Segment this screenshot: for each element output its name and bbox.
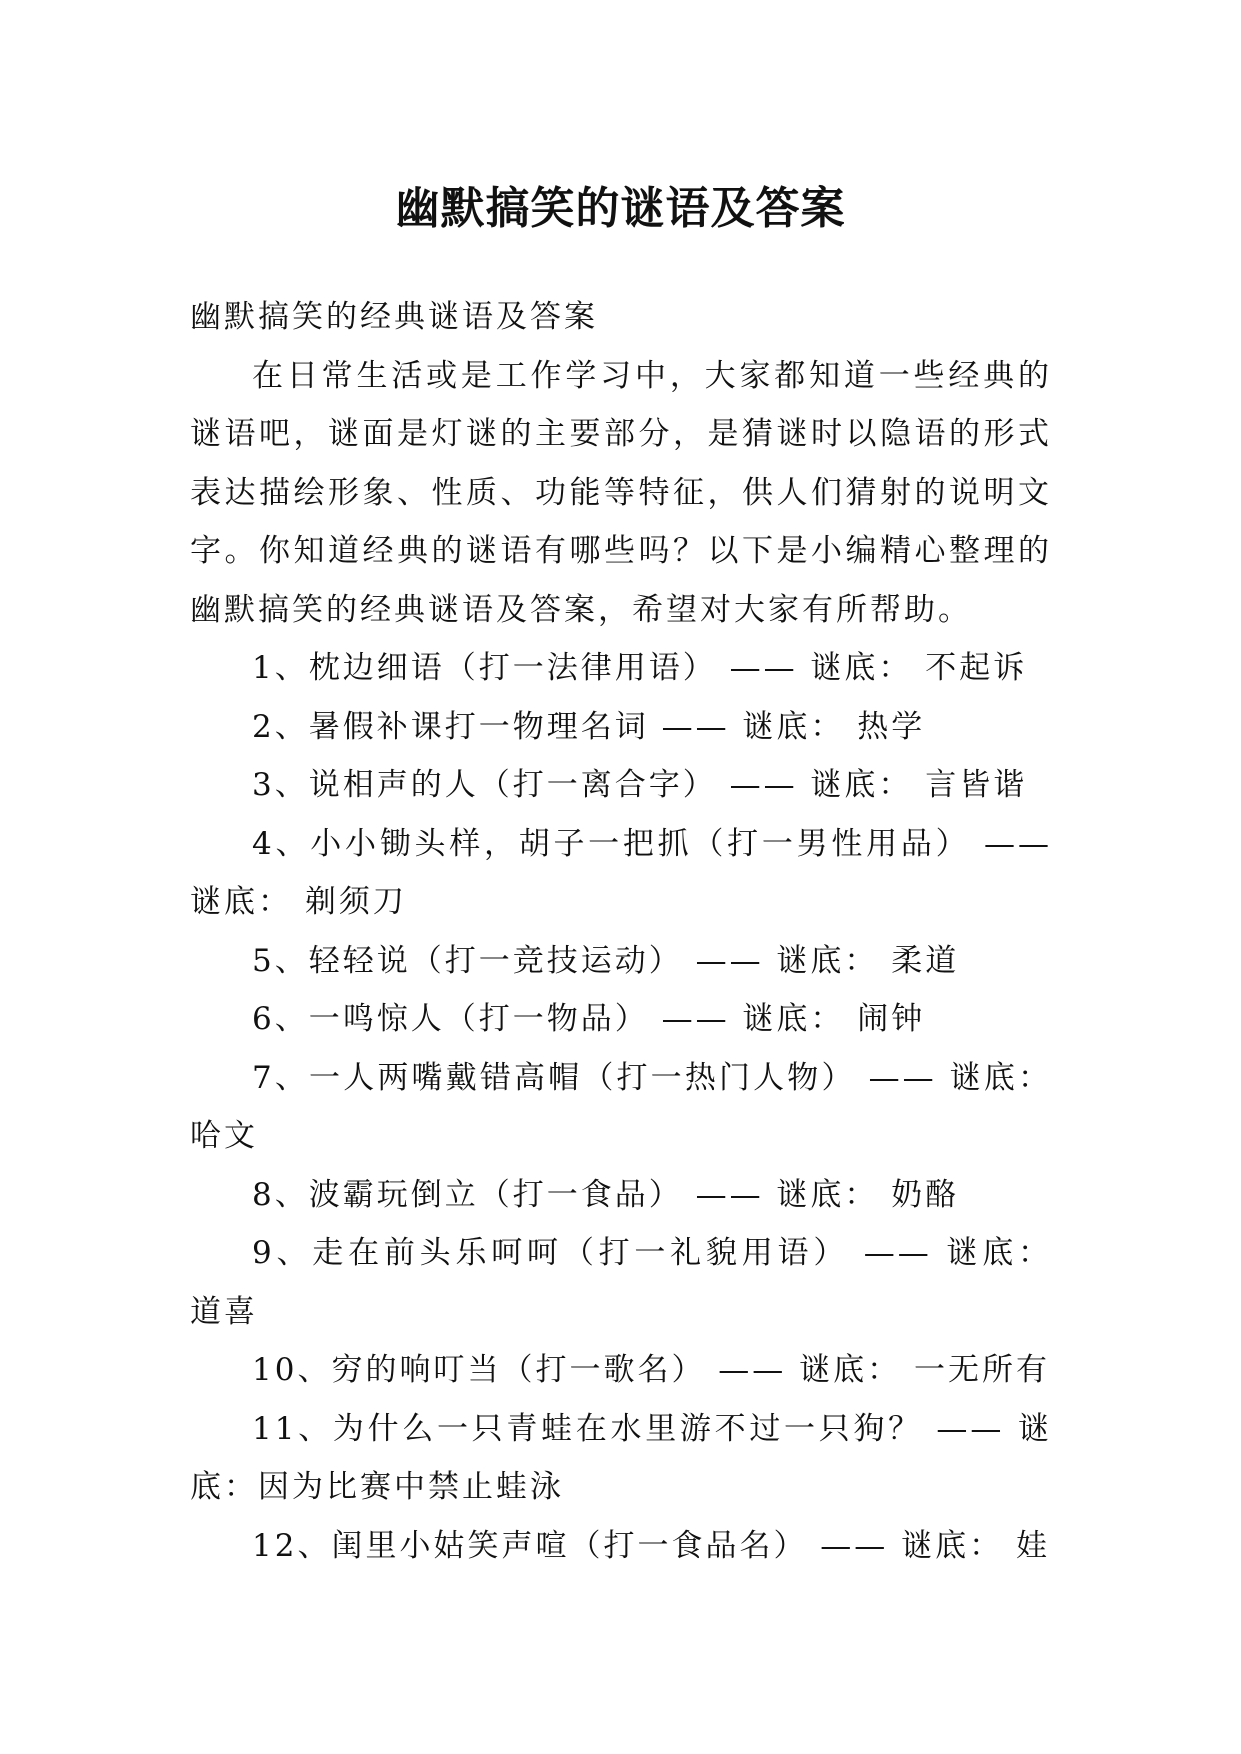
- document-title: 幽默搞笑的谜语及答案: [395, 183, 846, 235]
- riddle-item: 9、走在前头乐呵呵（打一礼貌用语） —— 谜底： 道喜: [190, 1235, 1052, 1330]
- riddle-item: 2、暑假补课打一物理名词 —— 谜底： 热学: [252, 708, 926, 745]
- riddle-item: 10、穷的响叮当（打一歌名） —— 谜底： 一无所有: [252, 1352, 1051, 1388]
- riddle-item: 4、小小锄头样，胡子一把抓（打一男性用品） —— 谜底： 剃须刀: [190, 825, 1052, 920]
- riddle-item: 3、说相声的人（打一离合字） —— 谜底： 言皆谐: [252, 767, 1028, 803]
- riddle-list: [190, 639, 1052, 1575]
- riddle-item: 5、轻轻说（打一竞技运动） —— 谜底： 柔道: [252, 942, 960, 979]
- document-body: [190, 288, 1052, 1575]
- riddle-item: 11、为什么一只青蛙在水里游不过一只狗？ —— 谜底：因为比赛中禁止蛙泳: [190, 1410, 1052, 1505]
- riddle-item: 6、一鸣惊人（打一物品） —— 谜底： 闹钟: [252, 1001, 926, 1037]
- riddle-item: 7、一人两嘴戴错高帽（打一热门人物） —— 谜底： 哈文: [190, 1059, 1052, 1154]
- riddle-item: 12、闺里小姑笑声喧（打一食品名） —— 谜底： 娃: [252, 1527, 1051, 1564]
- subtitle: 幽默搞笑的经典谜语及答案: [190, 299, 598, 335]
- intro-paragraph: 在日常生活或是工作学习中，大家都知道一些经典的谜语吧，谜面是灯谜的主要部分，是猜谜时以隐语的形式表达描绘形象、性质、功能等特征，供人们猜射的说明文字。你知道经典的谜语有哪些吗？以下是小编精心整理的幽默搞笑的经典谜语及答案，希望对大家有所帮助。: [190, 357, 1052, 628]
- riddle-item: 1、枕边细语（打一法律用语） —— 谜底： 不起诉: [252, 650, 1028, 686]
- riddle-item: 8、波霸玩倒立（打一食品） —— 谜底： 奶酪: [252, 1176, 960, 1213]
